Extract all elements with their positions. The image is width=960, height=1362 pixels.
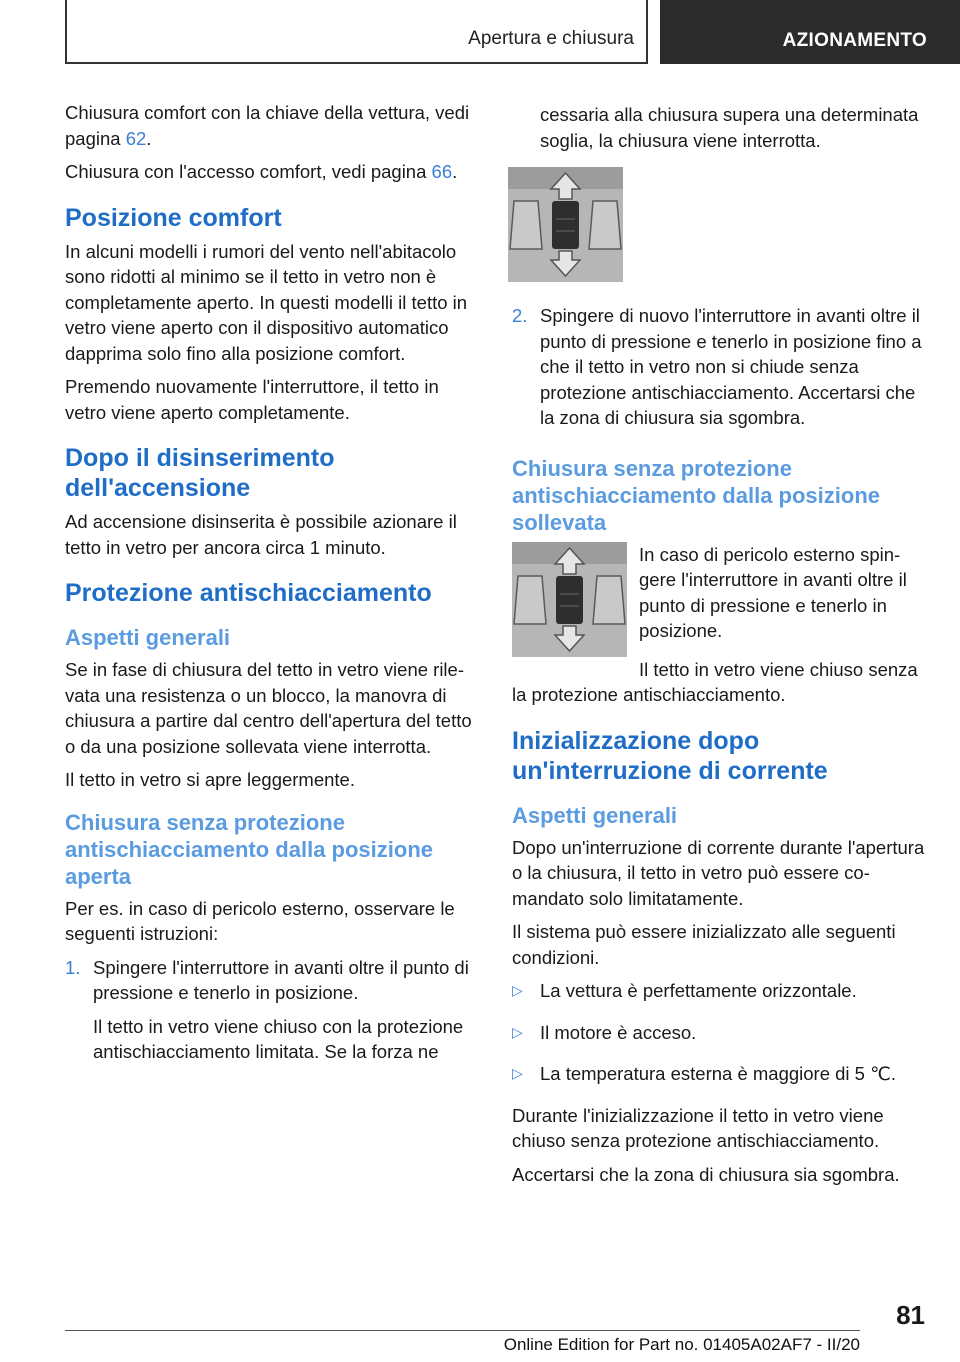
section-heading: Posizione comfort	[65, 203, 282, 232]
list-item	[512, 303, 927, 439]
switch-illustration	[508, 167, 927, 287]
paragraph: Il sistema può essere inizializzato alle seguenti condizioni.	[512, 921, 896, 968]
section-heading: Inizializzazione dopo un'interruzione di corrente	[512, 726, 828, 785]
triangle-bullet-icon: ▷	[512, 982, 523, 998]
triangle-bullet-icon: ▷	[512, 1065, 523, 1081]
edition-text: Online Edition for Part no. 01405A02AF7 - II/20	[503, 1335, 860, 1354]
roof-switch-icon	[508, 167, 623, 282]
list-item	[512, 1061, 927, 1095]
paragraph: In caso di pericolo esterno spingere l'interruttore in avanti oltre il punto di pressione e tenerlo in posizione.	[639, 543, 907, 641]
step-number: 2.	[512, 305, 528, 326]
page-reference-link[interactable]: 62	[125, 127, 147, 149]
header-section	[65, 0, 648, 64]
step-text: Il tetto in vetro viene chiuso con la protezione antischiacciamento limitata. Se la forza ne	[93, 1015, 464, 1062]
page-number: 81	[896, 1300, 925, 1330]
section-heading: Dopo il disinserimento dell'accensione	[65, 444, 335, 502]
paragraph: Il tetto in vetro viene chiuso senza la protezione antischiacciamento.	[512, 658, 918, 705]
roof-switch-icon	[512, 542, 627, 657]
text: Chiusura con l'accesso comfort, vedi pagina	[65, 161, 432, 182]
step-text: Spingere di nuovo l'interruttore in avanti oltre il punto di pressione e tenerlo in posizione fino a che il tetto in vetro non si chiude senza protezione antischiacciamento. Accertarsi che la zona di chiusura sia sgombra.	[540, 305, 922, 428]
paragraph: In alcuni modelli i rumori del vento nell'abitacolo sono ridotti al minimo se il tetto in vetro non è completamente aperto. In questi modelli il tetto in vetro viene aperto con il dispositivo automatico dapprima solo fino alla posizione comfort.	[65, 240, 468, 364]
left-column	[65, 100, 480, 1081]
page-reference-link[interactable]: 66	[431, 161, 453, 182]
header-chapter-title: AZIONAMENTO	[782, 30, 927, 51]
paragraph: Durante l'inizializzazione il tetto in vetro viene chiuso senza protezione antischiacciamento.	[512, 1104, 884, 1151]
subsection-heading: Chiusura senza protezione antischiacciamento dalla posizione aperta	[65, 809, 433, 889]
paragraph: Se in fase di chiusura del tetto in vetro viene rilevata una resistenza o un blocco, la manovra di chiusura a partire dal centro dell'apertura del tetto o da una posizione sollevata viene interrotta.	[65, 659, 472, 757]
list-item	[65, 955, 480, 1073]
paragraph: Dopo un'interruzione di corrente durante l'apertura o la chiusura, il tetto in vetro può essere comandato solo limitatamente.	[512, 836, 925, 909]
paragraph: Premendo nuovamente l'interruttore, il tetto in vetro viene aperto completamente.	[65, 376, 439, 423]
step-text: Spingere l'interruttore in avanti oltre il punto di pressione e tenerlo in posizione.	[93, 956, 469, 1003]
paragraph: Chiusura comfort con la chiave della vettura, vedi pagina 62.	[65, 102, 470, 149]
section-heading: Protezione antischiacciamento	[65, 579, 432, 607]
list-item	[512, 1020, 927, 1054]
bullet-text: Il motore è acceso.	[540, 1021, 697, 1043]
image-with-text	[512, 542, 927, 657]
step-number: 1.	[65, 956, 81, 978]
header-chapter	[660, 0, 960, 64]
text: Chiusura comfort con la chiave della vettura, vedi pagina	[65, 102, 470, 149]
right-column	[512, 102, 927, 1195]
paragraph: Chiusura con l'accesso comfort, vedi pagina 66.	[65, 161, 458, 182]
bullet-text: La temperatura esterna è maggiore di 5 ℃.	[540, 1063, 897, 1084]
paragraph: cessaria alla chiusura supera una determinata soglia, la chiusura viene interrotta.	[540, 104, 919, 151]
paragraph: Ad accensione disinserita è possibile azionare il tetto in vetro per ancora circa 1 minuto.	[65, 511, 457, 558]
subsection-heading: Chiusura senza protezione antischiacciamento dalla posizione sollevata	[512, 455, 880, 535]
list-item	[512, 978, 927, 1012]
footer	[65, 1330, 860, 1355]
subsection-heading: Aspetti generali	[512, 802, 678, 828]
bullet-text: La vettura è perfettamente orizzontale.	[540, 980, 857, 1001]
paragraph: Accertarsi che la zona di chiusura sia sgombra.	[512, 1163, 900, 1185]
header-section-title: Apertura e chiusura	[468, 28, 634, 49]
subsection-heading: Aspetti generali	[65, 625, 231, 650]
paragraph: Il tetto in vetro si apre leggermente.	[65, 769, 355, 790]
paragraph: Per es. in caso di pericolo esterno, osservare le seguenti istruzioni:	[65, 897, 455, 944]
triangle-bullet-icon: ▷	[512, 1023, 523, 1040]
